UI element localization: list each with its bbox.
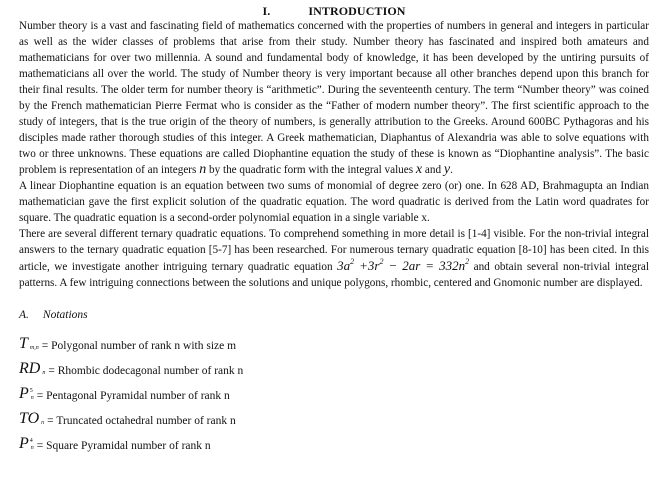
notation-symbol [19,336,39,352]
notation-description [48,365,243,377]
notation-symbol [19,361,45,377]
symbol-sub: n [42,370,46,376]
paper-page [19,4,649,452]
equals-sign: = [36,390,44,402]
notations-label: A. [19,309,29,321]
paragraph-3-text: There are several different ternary quadratic equations. To comprehend something in more detail is [1-4] visible. For the non-trivial integral answers to the ternary quadratic equation [5-7] has been researched. For numerous ternary quadratic equation [8-10] has been cited. In this article, we investigate another intriguing ternary quadratic equation [19,228,649,273]
description-text: Pentagonal Pyramidal number of rank n [46,390,230,402]
notation-list [19,327,649,452]
paragraph-3-text-b: and obtain several non-trivial integral patterns. A few intriguing connections between the solutions and unique polygons, rhombic, centered and Gnomonic number are displayed. [19,261,649,289]
notations-title: Notations [42,309,88,321]
symbol-scripts [40,420,44,427]
symbol-sub: n [30,395,34,401]
notation-item [19,427,649,452]
symbol-sup: 5 [29,388,33,394]
notation-description [37,440,211,452]
paragraph-1-text-b: by the quadratic form with the integral values [208,164,414,176]
symbol-base: RD [19,360,41,377]
eq-exp-1: 2 [350,257,355,266]
symbol-base: P [19,385,29,402]
equals-sign: = [47,415,54,427]
notation-description [42,340,236,352]
equals-sign: = [41,340,49,352]
section-heading [19,4,649,18]
notation-item [19,377,649,402]
notation-item [19,327,649,352]
symbol-sup: 4 [29,438,33,444]
equals-sign: = [48,365,55,377]
notation-description [47,415,236,427]
symbol-sub: n [41,420,45,426]
symbol-sub: n [30,445,34,451]
paragraph-1-text: Number theory is a vast and fascinating field of mathematics concerned with the properties of numbers in general and integers in particular as well as the wider classes of problems that arise from their study. Number theory has fascinated and inspired both amateurs and mathematicians for over two millennia. A sound and fundamental body of knowledge, it has been developed by the untiring pursuits of mathematicians all over the world. The study of Number theory is very important because all other branches depend upon this branch for their final results. The older term for number theory is “arithmetic”. During the seventeenth century. The term “Number theory” was coined by the French mathematician Pierre Fermat who is consider as the “Father of modern number theory”. The first scientific approach to the study of integers, that is the true origin of the theory of numbers, is generally attribution to the Greeks. Around 600BC Pythagoras and his disciples made rather thorough studies of this integer. A Greek mathematician, Diaphantus of Alexandria was able to solve equations with two or three unknowns. These equations are called Diophantine equation the study of these is known as “Diophantine analysis”. The basic problem is representation of an integers [19,20,649,176]
description-text: Square Pyramidal number of rank n [46,440,211,452]
notation-item [19,402,649,427]
eq-exp-2: 2 [379,257,384,266]
ternary-equation [337,258,469,273]
paragraph-1-end: . [450,164,453,176]
symbol-sub: m,n [29,345,39,351]
eq-term-2: +3r [354,258,380,273]
symbol-base: TO [19,410,40,427]
math-var-n: n [199,162,207,177]
eq-term-3: − 2ar = 332n [383,258,466,273]
description-text: Truncated octahedral number of rank n [56,415,236,427]
symbol-scripts [41,370,45,377]
equals-sign: = [36,440,44,452]
symbol-scripts [29,345,39,352]
description-text: Rhombic dodecagonal number of rank n [57,365,244,377]
section-number: I. [262,4,271,18]
eq-term-1: 3a [337,258,351,273]
section-title: INTRODUCTION [308,4,406,18]
eq-exp-3: 2 [465,257,470,266]
notation-symbol [19,411,44,427]
paragraph-3 [19,226,649,291]
notation-item [19,352,649,377]
symbol-scripts [30,388,34,402]
notation-symbol [19,386,34,402]
math-var-y: y [443,162,451,177]
symbol-base: P [19,435,29,452]
paragraph-2: A linear Diophantine equation is an equation between two sums of monomial of degree zero (or) one. In 628 AD, Brahmagupta an Indian mathematician gave the first explicit solution of the quadratic equation. The word quadratic is derived from the Latin word quadrates for square. The quadratic equation is a second-order polynomial equation in a single variable x. [19,180,649,224]
math-var-x: x [415,162,423,177]
description-text: Polygonal number of rank n with size m [51,340,237,352]
paragraph-1 [19,18,649,178]
notation-description [37,390,230,402]
notation-symbol [19,436,34,452]
symbol-scripts [30,438,34,452]
symbol-base: T [19,335,28,352]
notations-heading [19,309,649,321]
and-word: and [424,164,442,176]
